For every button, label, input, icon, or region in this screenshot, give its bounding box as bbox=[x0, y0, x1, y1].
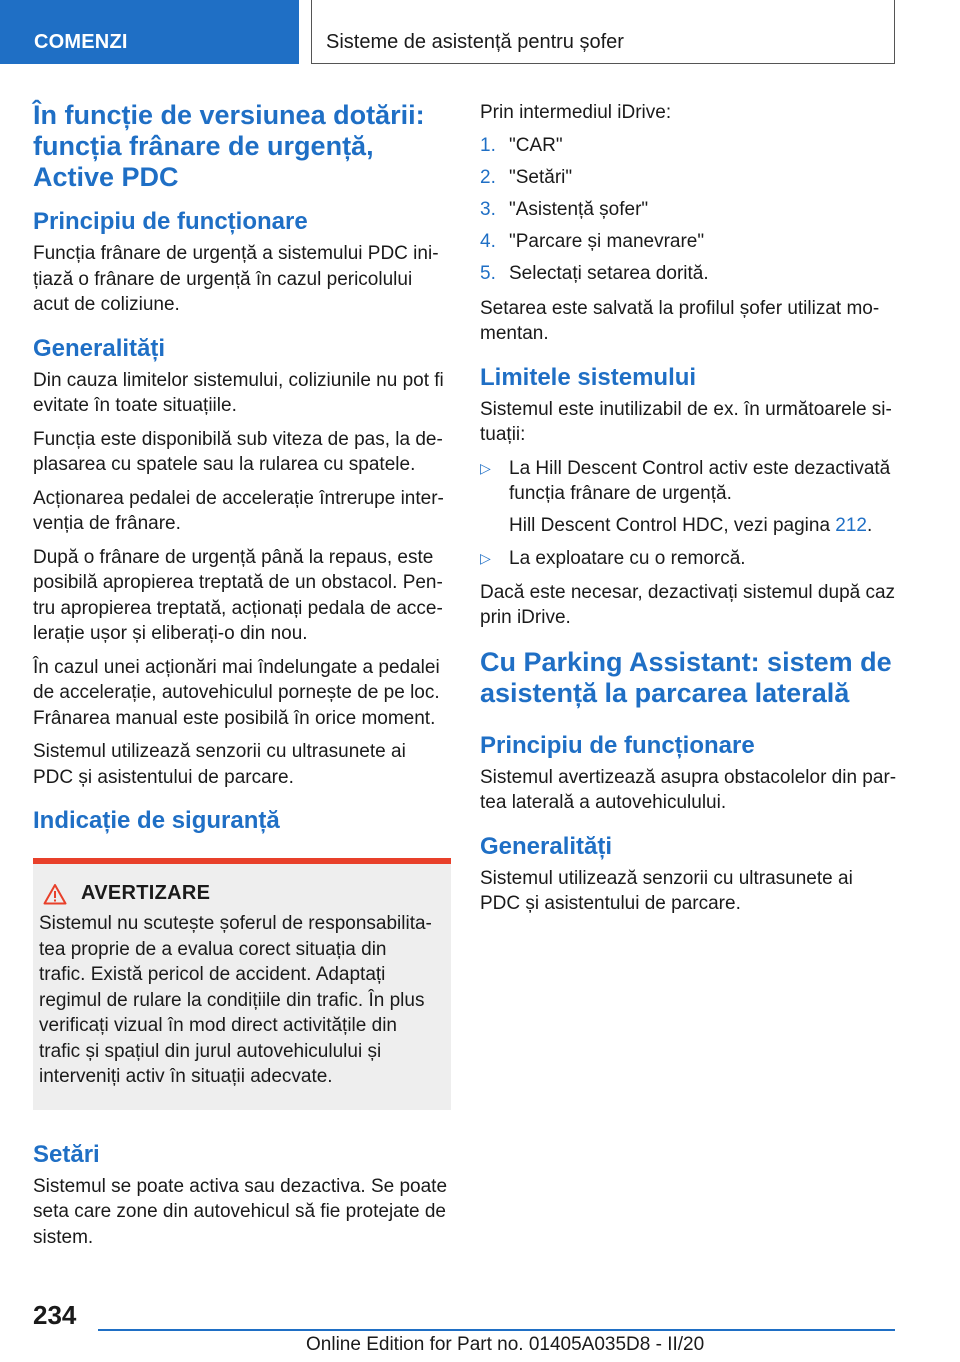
step-item: 4. "Parcare și manevrare" bbox=[480, 230, 705, 252]
pa-generalitati-text: Sistemul utilizează senzorii cu ultrasunete ai PDC și asistentului de parcare. bbox=[480, 867, 853, 914]
generalitati-para: După o frânare de urgență până la repaus, este posibilă apropierea treptată de un obstacol. Pentru apropierea treptată, acționați pedala de accelerație ușor și eliberați-o din nou. bbox=[33, 546, 443, 644]
idrive-intro: Prin intermediul iDrive: bbox=[480, 102, 672, 123]
page-number: 234 bbox=[33, 1300, 77, 1330]
step-item: 1. "CAR" bbox=[480, 134, 563, 156]
header-section-tab[interactable] bbox=[0, 0, 299, 64]
step-item: 5. Selectați setarea dorită. bbox=[480, 262, 709, 284]
limite-intro: Sistemul este inutilizabil de ex. în următoarele situații: bbox=[480, 398, 892, 445]
setari-heading: Setări bbox=[33, 1140, 100, 1168]
limite-outro: Dacă este necesar, dezactivați sistemul după caz prin iDrive. bbox=[480, 581, 896, 628]
footer-divider bbox=[98, 1329, 895, 1331]
header-section-label: COMENZI bbox=[34, 31, 128, 53]
left-column bbox=[33, 100, 451, 1258]
warning-text: Sistemul nu scutește șoferul de responsabilitatea proprie de a evalua corect situația din trafic. Există pericol de accident. Adaptați regimul de rulare la condițiile din trafic. În plus verificați vizual în mod direct activitățile din trafic și spațiul din jurul autovehiculului și interveniți activ în situații adecvate. bbox=[39, 913, 432, 1087]
step-item: 2. "Setări" bbox=[480, 166, 573, 188]
parking-assistant-title: Cu Parking Assistant: sistem de asistență la parcarea laterală bbox=[480, 646, 892, 708]
pa-generalitati-heading: Generalități bbox=[480, 832, 613, 860]
right-column bbox=[480, 100, 898, 925]
step-item: 3. "Asistență șofer" bbox=[480, 198, 649, 220]
header-chapter-tab[interactable] bbox=[311, 0, 895, 64]
warning-title: AVERTIZARE bbox=[81, 882, 211, 904]
generalitati-heading: Generalități bbox=[33, 334, 166, 362]
generalitati-para: Funcția este disponibilă sub viteza de pas, la deplasarea cu spatele sau la rularea cu spatele. bbox=[33, 428, 443, 475]
limite-list bbox=[480, 456, 898, 572]
warning-box bbox=[33, 858, 451, 1110]
section-title: În funcție de versiunea dotării: funcția frânare de urgență, Active PDC bbox=[33, 100, 425, 192]
generalitati-para: În cazul unei acționări mai îndelungate a pedalei de accelerație, autovehiculul pornește de pe loc. Frânarea manual este posibilă în orice moment. bbox=[33, 656, 440, 729]
generalitati-para: Acționarea pedalei de accelerație întrerupe intervenția de frânare. bbox=[33, 487, 444, 534]
header-chapter-label: Sisteme de asistență pentru șofer bbox=[326, 31, 624, 53]
generalitati-para: Sistemul utilizează senzorii cu ultrasunete ai PDC și asistentului de parcare. bbox=[33, 741, 406, 788]
saved-text: Setarea este salvată la profilul șofer utilizat momentan. bbox=[480, 297, 880, 344]
page-link[interactable]: 212 bbox=[835, 514, 867, 536]
pa-principiu-text: Sistemul avertizează asupra obstacolelor din partea laterală a autovehiculului. bbox=[480, 766, 897, 813]
pa-principiu-heading: Principiu de funcționare bbox=[480, 731, 755, 759]
footer-edition: Online Edition for Part no. 01405A035D8 - II/20 bbox=[306, 1334, 705, 1355]
warning-triangle-icon bbox=[43, 883, 67, 905]
idrive-steps bbox=[480, 130, 898, 290]
principiu-text: Funcția frânare de urgență a sistemului PDC inițiază o frânare de urgență în cazul pericolului acut de coliziune. bbox=[33, 243, 439, 315]
limite-heading: Limitele sistemului bbox=[480, 363, 697, 391]
list-item: ▷ La exploatare cu o remorcă. bbox=[480, 546, 898, 572]
triangle-bullet-icon: ▷ bbox=[480, 459, 491, 476]
list-item: ▷ La Hill Descent Control activ este dezactivată funcția frânare de urgență. Hill Descent Control HDC, vezi pagina 212. bbox=[480, 456, 898, 539]
setari-text: Sistemul se poate activa sau dezactiva. Se poate seta care zone din autovehicul să fie protejate de sistem. bbox=[33, 1175, 448, 1248]
indicatie-heading: Indicație de siguranță bbox=[33, 807, 280, 834]
triangle-bullet-icon: ▷ bbox=[480, 550, 491, 566]
principiu-heading: Principiu de funcționare bbox=[33, 208, 308, 235]
generalitati-para: Din cauza limitelor sistemului, coliziunile nu pot fi evitate în toate situațiile. bbox=[33, 369, 444, 416]
